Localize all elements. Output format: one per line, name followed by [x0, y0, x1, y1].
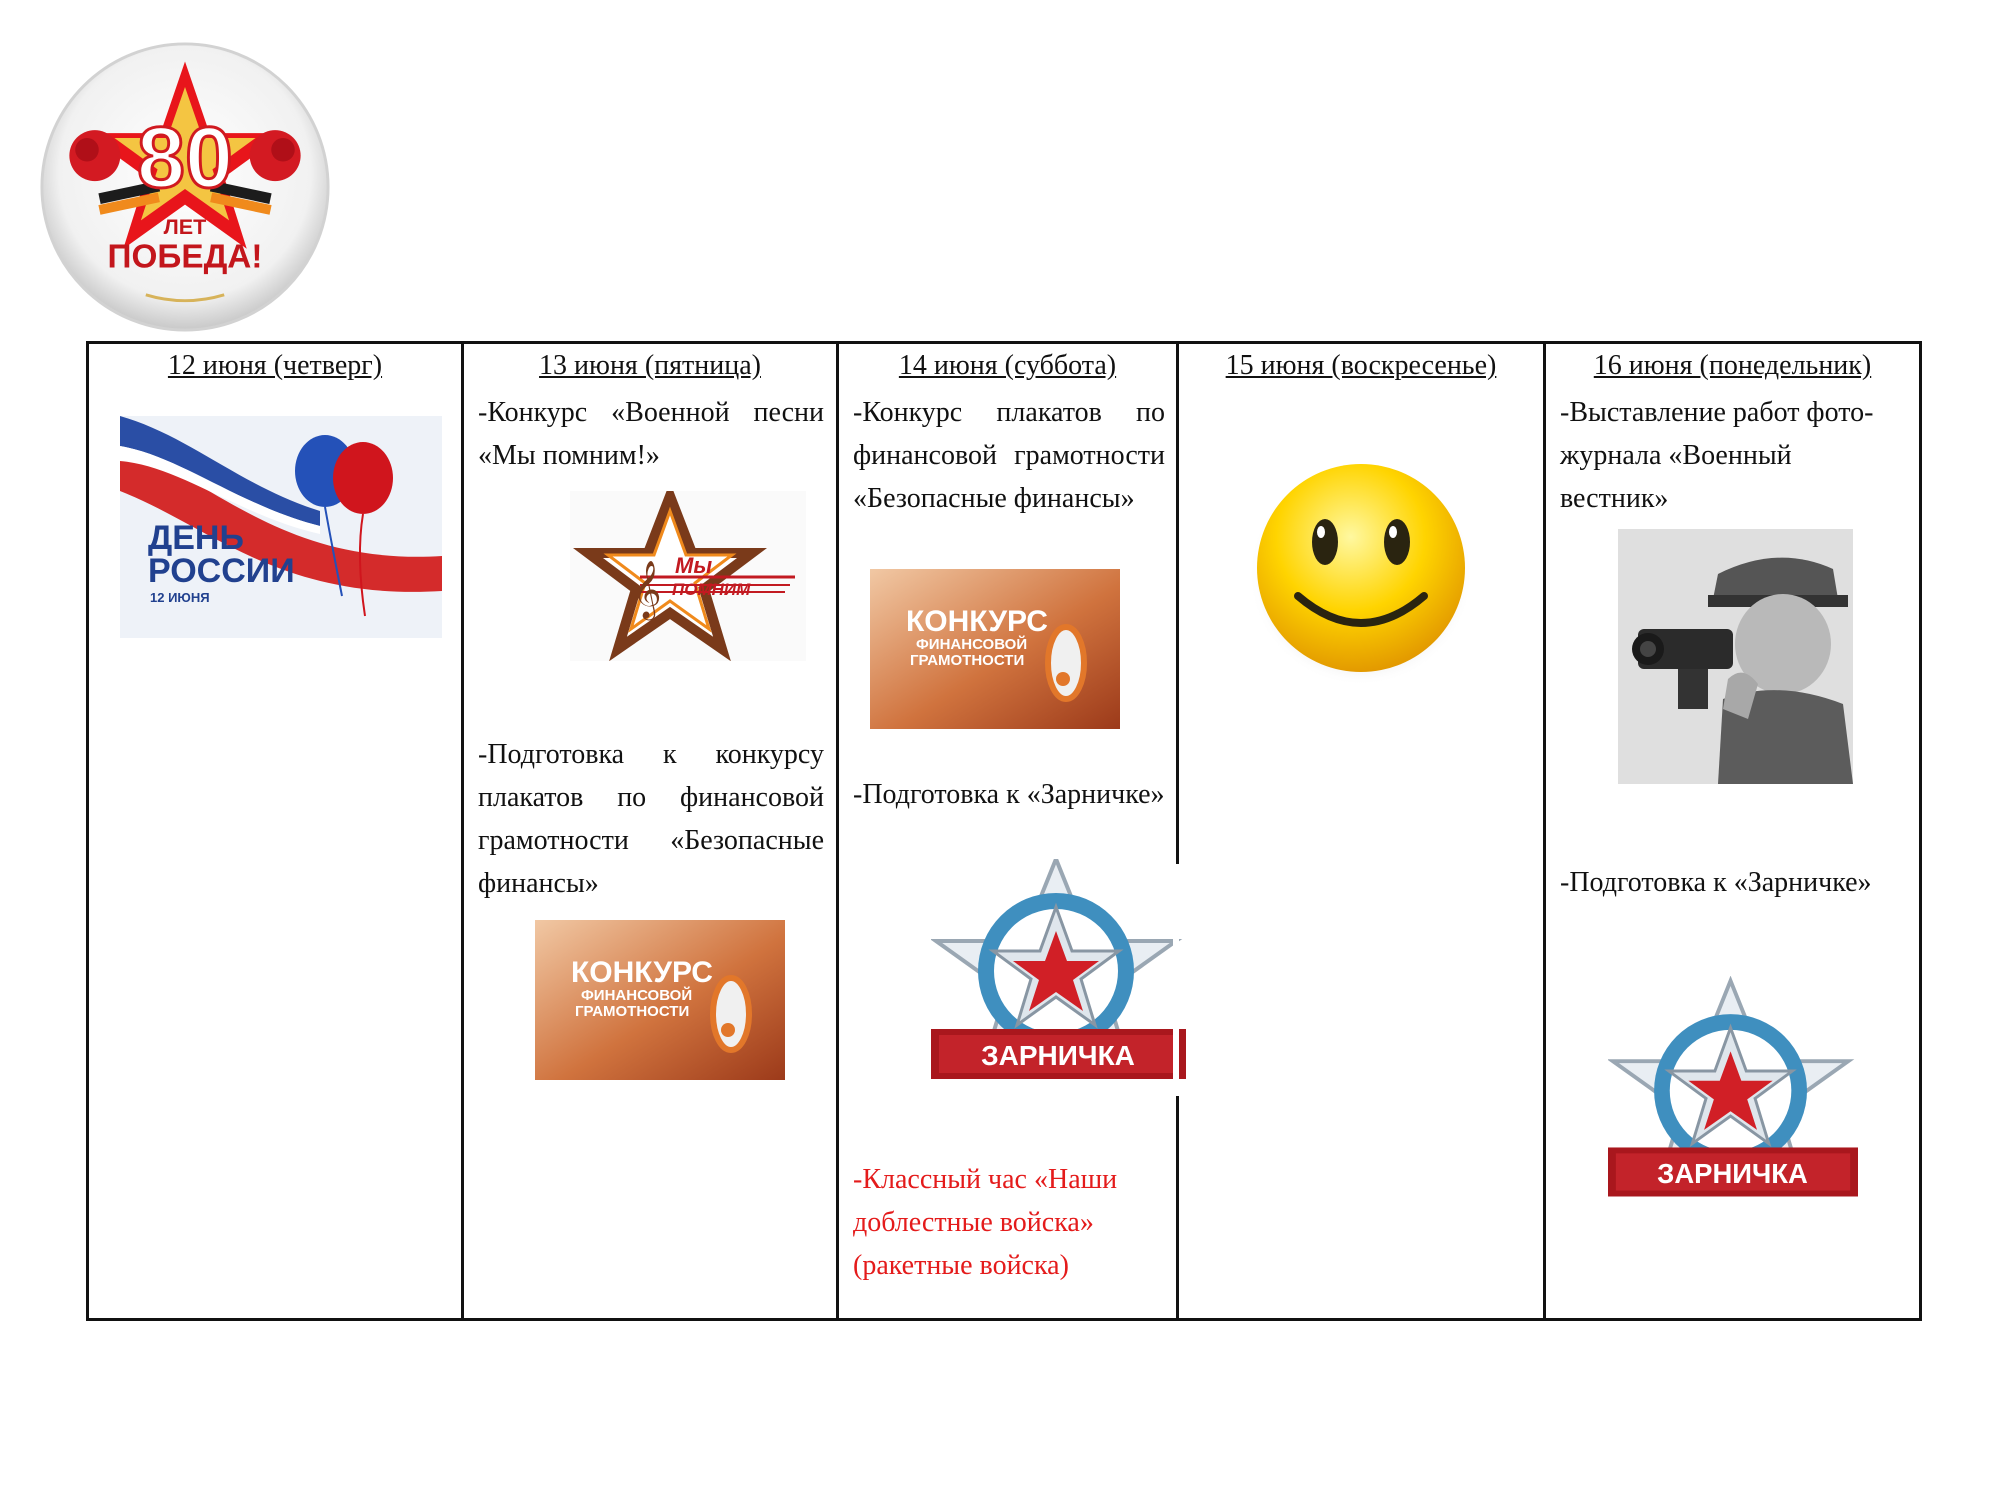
- event-item: -Подготовка к «Зарничке»: [1560, 867, 1872, 898]
- banner-title: ДЕНЬ: [148, 519, 244, 557]
- day-header: 16 июня (понедельник): [1593, 350, 1872, 381]
- emblem-label: ЗАРНИЧКА: [981, 1040, 1135, 1071]
- banner-line3: ГРАМОТНОСТИ: [910, 652, 1025, 669]
- victory-80-logo: [38, 40, 332, 334]
- zarnichka-emblem: [931, 859, 1186, 1094]
- banner-line3: ГРАМОТНОСТИ: [575, 1003, 690, 1020]
- russia-day-banner: [120, 416, 442, 638]
- event-item: -Подготовка к «Зарничке»: [853, 779, 1165, 810]
- smiley-face: [1243, 450, 1479, 686]
- event-item: -Выставление работ фото-журнала «Военный вестник»: [1560, 397, 1874, 514]
- war-photographer-photo: [1618, 529, 1853, 784]
- logo-line2: ПОБЕДА!: [107, 238, 263, 276]
- day-column-4: [1179, 344, 1546, 1318]
- banner-caption: 12 ИЮНЯ: [150, 590, 210, 605]
- zarnichka-emblem: [1608, 976, 1858, 1216]
- day-column-5: [1546, 344, 1919, 1318]
- emblem-label: ЗАРНИЧКА: [1657, 1157, 1808, 1189]
- banner-line1: КОНКУРС: [571, 956, 713, 989]
- my-pomnim-emblem: [570, 491, 806, 661]
- day-header: 15 июня (воскресенье): [1225, 350, 1497, 381]
- event-item: -Подготовка к конкурсу плакатов по финансовой грамотности «Безопасные финансы»: [478, 739, 824, 899]
- finance-contest-banner: [870, 569, 1120, 729]
- event-item: -Конкурс «Военной песни «Мы помним!»: [478, 397, 824, 471]
- finance-contest-banner: [535, 920, 785, 1080]
- schedule-table: [86, 341, 1922, 1321]
- banner-line2: ФИНАНСОВОЙ: [916, 636, 1028, 653]
- banner-line1: КОНКУРС: [906, 605, 1048, 638]
- day-header: 12 июня (четверг): [167, 350, 383, 381]
- logo-number: 80: [137, 110, 233, 206]
- event-item-highlight: -Классный час «Наши доблестные войска» (ракетные войска): [853, 1164, 1118, 1281]
- day-column-1: [89, 344, 464, 1318]
- banner-line2: ФИНАНСОВОЙ: [581, 987, 693, 1004]
- event-item: -Конкурс плакатов по финансовой грамотности «Безопасные финансы»: [853, 397, 1165, 514]
- day-header: 13 июня (пятница): [539, 350, 761, 381]
- emblem-line1: Мы: [675, 553, 713, 578]
- banner-title2: РОССИИ: [148, 552, 295, 590]
- day-column-3: [839, 344, 1179, 1318]
- logo-line1: ЛЕТ: [163, 214, 207, 240]
- emblem-line2: ПОМНИМ: [672, 580, 751, 599]
- day-header: 14 июня (суббота): [898, 350, 1117, 381]
- svg-text:𝄞: 𝄞: [632, 560, 662, 618]
- day-column-2: [464, 344, 839, 1318]
